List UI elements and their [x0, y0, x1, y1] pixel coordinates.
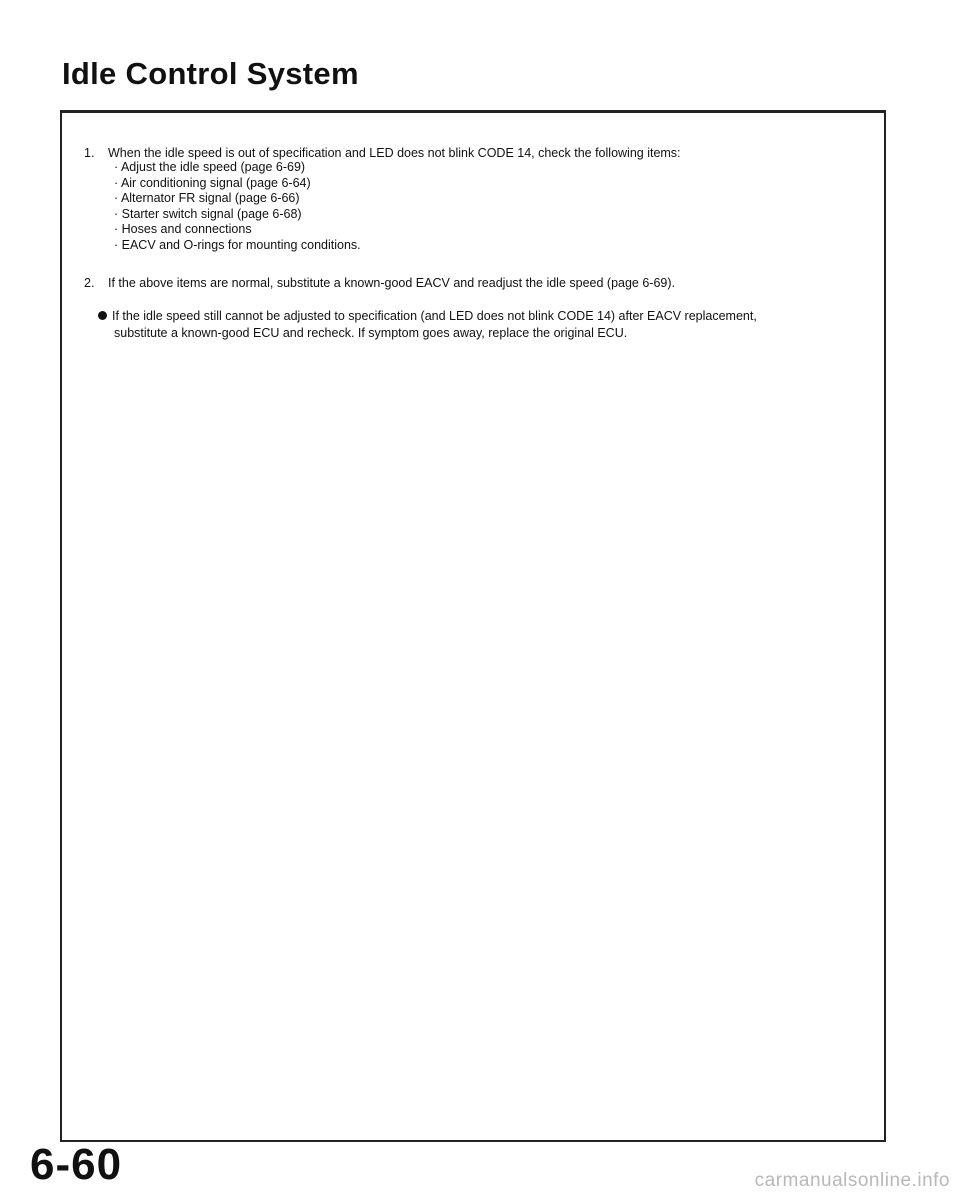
- list-item: · Hoses and connections: [114, 222, 252, 237]
- list-item: · Alternator FR signal (page 6-66): [114, 191, 300, 206]
- note-text-1: If the idle speed still cannot be adjusted to specification (and LED does not blink CODE 14) after EACV replacement,: [112, 309, 757, 323]
- step-2-text: If the above items are normal, substitute a known-good EACV and readjust the idle speed (page 6-69).: [108, 276, 675, 290]
- page-title: Idle Control System: [62, 56, 359, 91]
- list-item: · Air conditioning signal (page 6-64): [114, 175, 311, 190]
- watermark: carmanualsonline.info: [754, 1170, 950, 1191]
- list-item: · Starter switch signal (page 6-68): [114, 206, 302, 221]
- note-block: [98, 308, 868, 342]
- list-item: · Adjust the idle speed (page 6-69): [114, 160, 306, 174]
- step-1-number: 1.: [84, 146, 95, 160]
- step-2-number: 2.: [84, 276, 95, 290]
- step-1-text: When the idle speed is out of specification and LED does not blink CODE 14, check the following items:: [108, 146, 681, 160]
- page-number: 6-60: [30, 1140, 123, 1189]
- list-item: · EACV and O-rings for mounting conditions.: [114, 237, 361, 252]
- check-items-list: [114, 160, 361, 254]
- note-text-2: substitute a known-good ECU and recheck. If symptom goes away, replace the original ECU.: [114, 326, 628, 340]
- bullet-dot-icon: [98, 311, 107, 320]
- note-line-1: [98, 308, 868, 325]
- content-frame: [60, 110, 886, 1142]
